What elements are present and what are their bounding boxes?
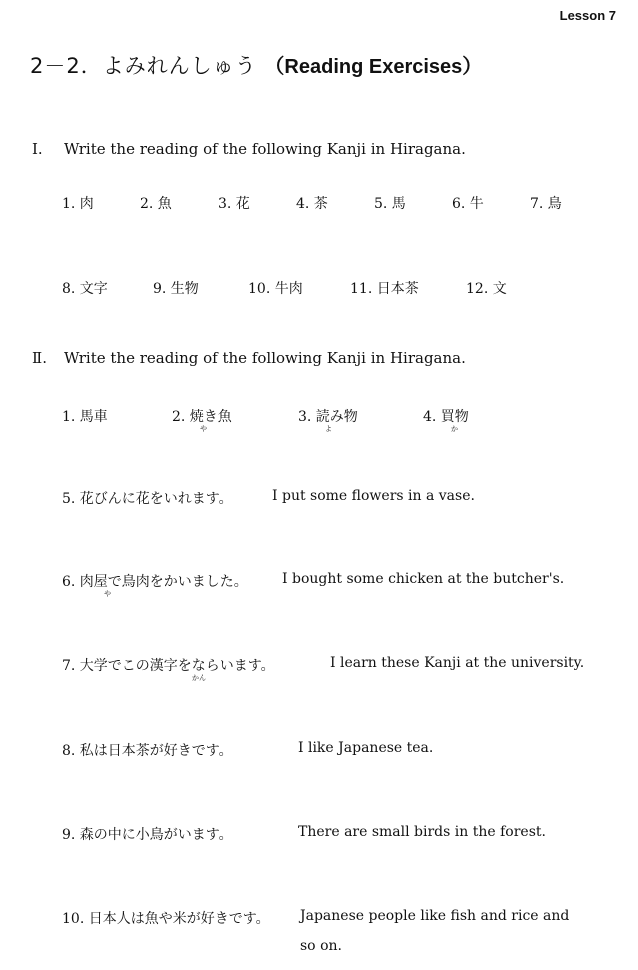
sentence-en-continued: so on. <box>300 938 342 954</box>
title-english: （Reading Exercises） <box>264 56 483 78</box>
kanji-item: 3. 花 <box>218 196 250 212</box>
sentence-en: There are small birds in the forest. <box>298 824 546 840</box>
section-1-heading <box>32 140 466 158</box>
lesson-label: Lesson 7 <box>559 8 616 23</box>
kanji-item: 5. 馬 <box>374 196 406 212</box>
word-item: 1. 馬車 <box>62 409 108 425</box>
section-2-instruction: Write the reading of the following Kanji in Hiragana. <box>64 349 466 367</box>
kanji-item: 10. 牛肉 <box>248 281 303 297</box>
page-title <box>30 50 482 80</box>
sentence-jp: 10. 日本人は魚や米が好きです。 <box>62 911 270 927</box>
kanji-item: 6. 牛 <box>452 196 484 212</box>
word-item: 4. 買物 <box>423 409 469 425</box>
title-japanese: 2－2．よみれんしゅう <box>30 54 257 78</box>
word-item: 2. 焼き魚 <box>172 409 232 425</box>
sentence-jp: 5. 花びんに花をいれます。 <box>62 491 233 507</box>
sentence-jp: 8. 私は日本茶が好きです。 <box>62 743 233 759</box>
kanji-item: 11. 日本茶 <box>350 281 419 297</box>
kanji-item: 12. 文 <box>466 281 507 297</box>
kanji-item: 1. 肉 <box>62 196 94 212</box>
sentence-en: I put some flowers in a vase. <box>272 488 475 504</box>
kanji-item: 7. 鳥 <box>530 196 562 212</box>
sentence-jp: 9. 森の中に小鳥がいます。 <box>62 827 233 843</box>
furigana: や <box>200 425 207 433</box>
kanji-item: 9. 生物 <box>153 281 199 297</box>
kanji-item: 2. 魚 <box>140 196 172 212</box>
furigana: や <box>104 590 111 598</box>
sentence-en: I bought some chicken at the butcher's. <box>282 571 565 587</box>
section-1-numeral: Ⅰ. <box>32 140 43 158</box>
furigana: よ <box>325 425 332 433</box>
sentence-en: Japanese people like fish and rice and <box>300 908 570 924</box>
furigana: か <box>451 425 458 433</box>
sentence-jp: 7. 大学でこの漢字をならいます。 <box>62 658 275 674</box>
sentence-en: I learn these Kanji at the university. <box>330 655 585 671</box>
word-item: 3. 読み物 <box>298 409 358 425</box>
kanji-item: 4. 茶 <box>296 196 328 212</box>
section-2-heading <box>32 349 466 367</box>
section-2-numeral: Ⅱ. <box>32 349 47 367</box>
sentence-en: I like Japanese tea. <box>298 740 434 756</box>
kanji-item: 8. 文字 <box>62 281 108 297</box>
sentence-jp: 6. 肉屋で鳥肉をかいました。 <box>62 574 248 590</box>
section-1-instruction: Write the reading of the following Kanji in Hiragana. <box>64 140 466 158</box>
furigana: かん <box>192 674 206 682</box>
